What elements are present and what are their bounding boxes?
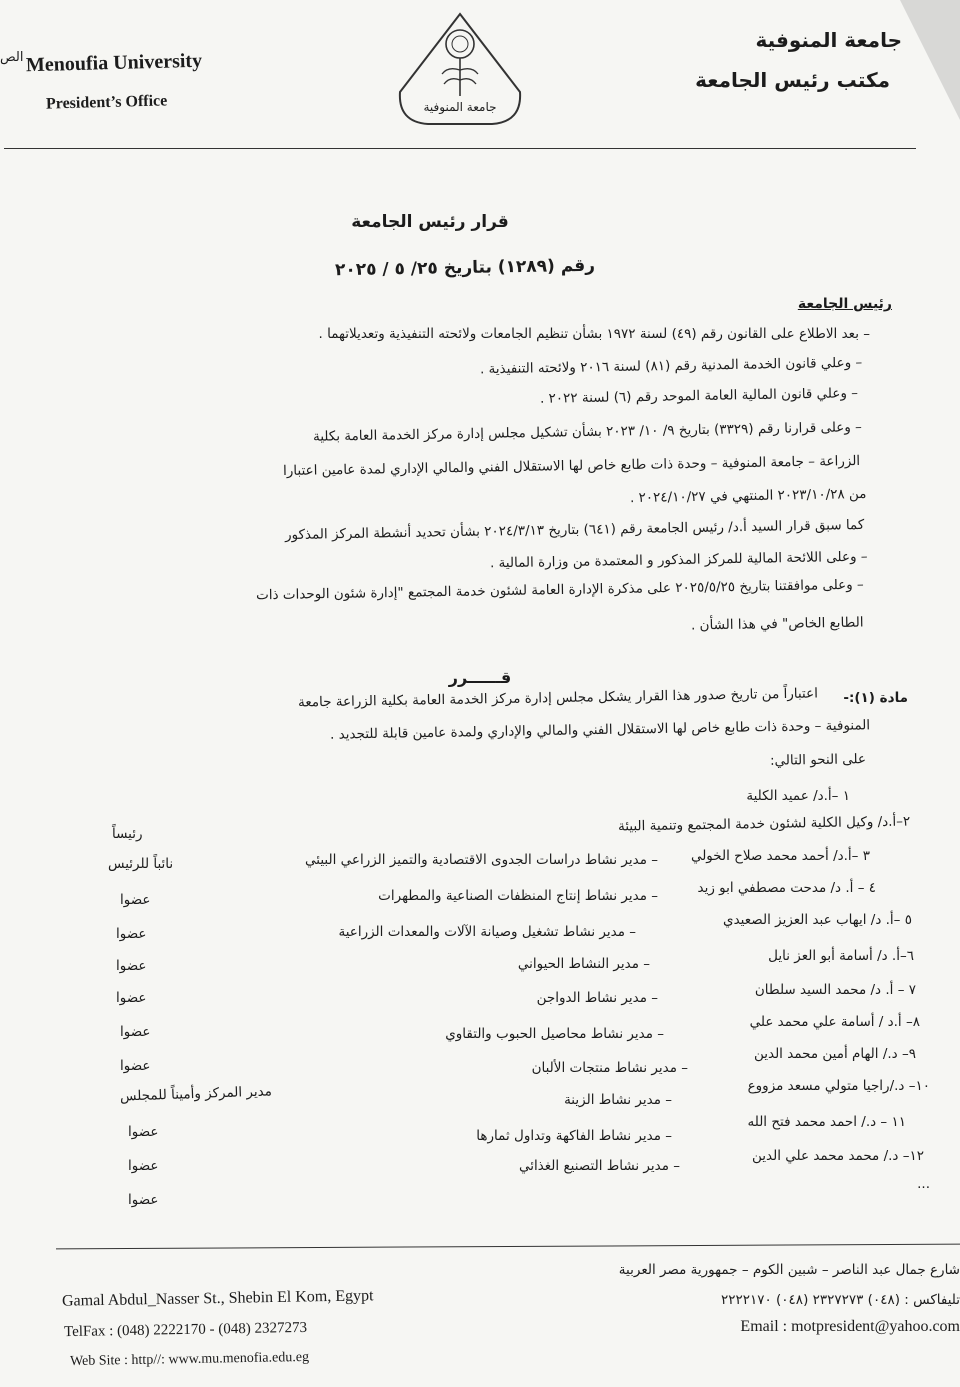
member-name-3: ٣ –أ.د/ أحمد محمد صلاح الخولي xyxy=(690,848,870,864)
footer-address-ar: شارع جمال عبد الناصر – شبين الكوم – جمهورية مصر العربية xyxy=(618,1262,960,1278)
preamble-line-10: الطابع الخاص" في هذا الشأن . xyxy=(691,614,865,634)
member-name-7: ٧ – أ. د/ محمد السيد سلطان xyxy=(754,982,916,998)
list-continuation: ... xyxy=(917,1176,930,1192)
corner-mark: الص xyxy=(0,50,24,65)
article-text-line-1: اعتباراً من تاريخ صدور هذا القرار يشكل مجلس إدارة مركز الخدمة العامة بكلية الزراعة جامعة xyxy=(297,685,819,711)
member-role-6: عضوا xyxy=(116,990,147,1006)
member-name-8: ٨– أ.د / أسامة علي محمد علي xyxy=(749,1014,920,1030)
member-activity-12: – مدير نشاط التصنيع الغذائي xyxy=(518,1158,680,1174)
footer-divider xyxy=(56,1244,960,1250)
member-role-12: عضوا xyxy=(128,1192,159,1208)
footer-website-en: Web Site : http//: www.mu.menofia.edu.eg xyxy=(69,1349,310,1370)
preamble-line-3: – وعلي قانون المالية العامة الموحد رقم (٦) لسنة ٢٠٢٢ . xyxy=(539,385,859,407)
preamble-line-4: – وعلى قرارنا رقم (٣٣٢٩) بتاريخ ٩/ ١٠/ ٢٠٢٣ بشأن تشكيل مجلس إدارة مركز الخدمة العامة بكلية xyxy=(313,419,863,445)
member-name-12: ١٢– د./ محمد محمد علي الدين xyxy=(751,1148,924,1164)
preamble-line-8: – وعلى اللائحة المالية للمركز المذكور و المعتمدة من وزارة المالية . xyxy=(490,548,869,572)
footer-telfax-ar: تليفاكس : (٠٤٨) ٢٣٢٧٢٧٣ (٠٤٨) ٢٢٢٢١٧٠ xyxy=(720,1292,960,1308)
member-name-10: ١٠– د./راجيا متولي مسعد مزووع xyxy=(747,1078,930,1094)
office-name-en: President’s Office xyxy=(45,92,168,113)
member-role-1: رئيساً xyxy=(112,826,143,842)
member-role-8: عضوا xyxy=(120,1058,151,1074)
article-text-line-3: على النحو التالي: xyxy=(769,751,867,769)
article-text-line-2: المنوفية – وحدة ذات طابع خاص لها الاستقلال الفني والمالي والإداري ولمدة عامين قابلة للتجديد . xyxy=(329,717,871,743)
member-role-10: عضوا xyxy=(128,1124,159,1140)
member-role-2: نائباً للرئيس xyxy=(108,856,174,872)
member-role-4: عضوا xyxy=(116,926,147,942)
member-role-5: عضوا xyxy=(116,958,147,974)
university-name-en: Menoufia University xyxy=(25,49,203,77)
member-activity-4: – مدير نشاط إنتاج المنظفات الصناعية والمطهرات xyxy=(378,888,658,904)
footer-telfax-en: TelFax : (048) 2222170 - (048) 2327273 xyxy=(63,1319,308,1341)
member-activity-9: – مدير نشاط منتجات الألبان xyxy=(531,1060,688,1076)
member-activity-7: – مدير نشاط الدواجن xyxy=(536,990,658,1006)
member-activity-11: – مدير نشاط الفاكهة وتداول ثمارها xyxy=(476,1128,672,1144)
page-fold xyxy=(900,0,960,120)
preamble-line-6: من ٢٠٢٣/١٠/٢٨ المنتهي في ٢٠٢٤/١٠/٢٧ . xyxy=(629,485,867,507)
header-divider xyxy=(4,148,916,149)
university-logo xyxy=(396,10,524,128)
member-name-6: ٦–أ. د/ أسامة أبو العز نايل xyxy=(768,948,914,964)
president-heading: رئيس الجامعة xyxy=(797,296,892,312)
article-label: مادة (١):- xyxy=(843,690,908,706)
member-role-7: عضوا xyxy=(120,1024,151,1040)
logo-caption: جامعة المنوفية xyxy=(423,100,497,114)
member-activity-6: – مدير النشاط الحيواني xyxy=(517,956,650,972)
member-name-9: ٩– د./ الهام أمين محمد الدين xyxy=(753,1046,916,1062)
member-activity-8: – مدير نشاط محاصيل الحبوب والتقاوي xyxy=(445,1026,664,1042)
member-role-9: مدير المركز وأميناً للمجلس xyxy=(119,1083,273,1105)
member-name-5: ٥ –أ. د/ ايهاب عبد العزيز الصعيدي xyxy=(723,912,912,928)
footer-address-en: Gamal Abdul_Nasser St., Shebin El Kom, Egypt xyxy=(61,1287,374,1310)
decision-title: قرار رئيس الجامعة xyxy=(351,212,509,232)
member-role-3: عضوا xyxy=(120,892,151,908)
preamble-line-2: – وعلي قانون الخدمة المدنية رقم (٨١) لسنة ٢٠١٦ ولائحته التنفيذية . xyxy=(479,354,863,378)
preamble-line-9: – وعلى موافقتنا بتاريخ ٢٠٢٥/٥/٢٥ على مذكرة الإدارة العامة لشئون خدمة المجتمع "إدارة شئون الوحدات ذات xyxy=(256,576,865,604)
member-name-11: ١١ – د./ احمد محمد فتح الله xyxy=(747,1114,906,1130)
member-activity-10: – مدير نشاط الزينة xyxy=(564,1092,672,1108)
preamble-line-7: كما سبق قرار السيد أ.د/ رئيس الجامعة رقم (٦٤١) بتاريخ ٢٠٢٤/٣/١٣ بشأن تحديد أنشطة المركز المذكور xyxy=(284,516,865,544)
member-activity-5: – مدير نشاط تشغيل وصيانة الآلات والمعدات الزراعية xyxy=(338,924,636,940)
decision-number-date: رقم (١٢٨٩) بتاريخ ٢٥/ ٥ / ٢٠٢٥ xyxy=(334,255,596,281)
university-name-ar: جامعة المنوفية xyxy=(755,28,902,52)
office-name-ar: مكتب رئيس الجامعة xyxy=(695,68,890,92)
member-name-1: ١ –أ.د/ عميد الكلية xyxy=(746,788,850,804)
member-activity-3: – مدير نشاط دراسات الجدوى الاقتصادية والتميز الزراعي البيئي xyxy=(305,852,658,868)
preamble-line-1: – بعد الاطلاع على القانون رقم (٤٩) لسنة ١٩٧٢ بشأن تنظيم الجامعات ولائحته التنفيذية وتعديلاتهما . xyxy=(318,326,870,342)
decides-heading: قــــــرر xyxy=(448,668,512,687)
member-name-4: ٤ – أ. د/ مدحت مصطفي ابو زيد xyxy=(697,880,876,896)
member-role-11: عضوا xyxy=(128,1158,159,1174)
preamble-line-5: الزراعة – جامعة المنوفية – وحدة ذات طابع خاص لها الاستقلال الفني والمالي الإداري لمدة عامين اعتبارا xyxy=(282,452,861,480)
member-name-2: ٢–أ.د/ وكيل الكلية لشئون خدمة المجتمع وتنمية البيئة xyxy=(617,813,911,835)
footer-email: Email : motpresident@yahoo.com xyxy=(740,1318,960,1335)
